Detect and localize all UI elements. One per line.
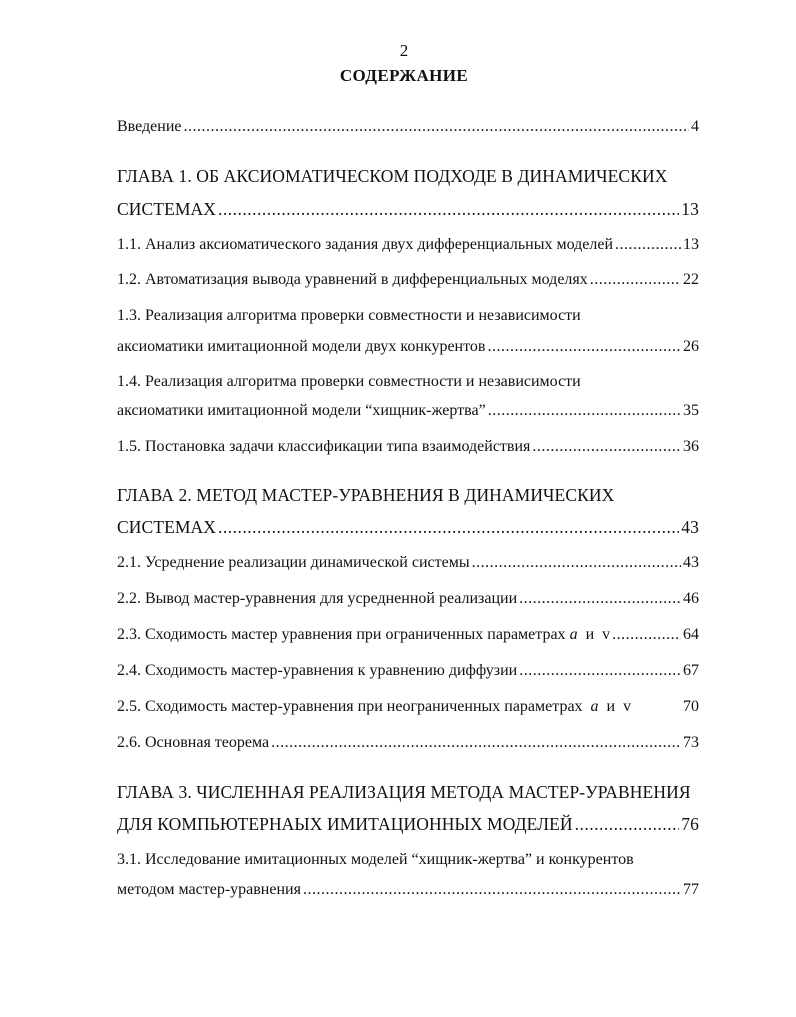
toc-entry-2-1[interactable] xyxy=(117,553,699,573)
dot-leader xyxy=(575,814,680,834)
dot-leader xyxy=(612,625,681,645)
toc-entry-2-3[interactable] xyxy=(117,625,699,645)
toc-entry-2-6[interactable] xyxy=(117,733,699,753)
toc-entry-label: 1.2. Автоматизация вывода уравнений в дифференциальных моделях xyxy=(117,271,588,288)
toc-chapter-3-title[interactable] xyxy=(117,782,699,802)
toc-page-number: 4 xyxy=(691,118,699,135)
toc-entry-2-5[interactable] xyxy=(117,697,699,717)
dot-leader xyxy=(519,661,681,681)
toc-entry-label: 1.1. Анализ аксиоматического задания двух дифференциальных моделей xyxy=(117,236,614,253)
toc-chapter-label: ГЛАВА 2. МЕТОД МАСТЕР-УРАВНЕНИЯ В ДИНАМИЧЕСКИХ xyxy=(117,485,615,505)
toc-page-number: 26 xyxy=(683,338,699,355)
dot-leader xyxy=(532,437,681,457)
toc-entry-label: аксиоматики имитационной модели “хищник-жертва” xyxy=(117,402,486,419)
toc-entry-label: 1.3. Реализация алгоритма проверки совместности и независимости xyxy=(117,307,581,324)
toc-page-number: 35 xyxy=(683,402,699,419)
toc-page-number: 46 xyxy=(683,590,699,607)
toc-entry-label: Введение xyxy=(117,118,182,135)
toc-entry-2-2[interactable] xyxy=(117,589,699,609)
toc-chapter-label: СИСТЕМАХ xyxy=(117,199,216,219)
dot-leader xyxy=(218,517,679,537)
toc-chapter-label: ГЛАВА 1. ОБ АКСИОМАТИЧЕСКОМ ПОДХОДЕ В ДИНАМИЧЕСКИХ xyxy=(117,166,668,186)
toc-entry-1-1[interactable] xyxy=(117,235,699,255)
toc-entry-label: 1.4. Реализация алгоритма проверки совместности и независимости xyxy=(117,373,581,390)
toc-page-number: 76 xyxy=(681,814,699,834)
toc-entry-1-4[interactable] xyxy=(117,372,699,392)
toc-chapter-label: ДЛЯ КОМПЬЮТЕРНАЫХ ИМИТАЦИОННЫХ МОДЕЛЕЙ xyxy=(117,814,573,834)
toc-page-number: 22 xyxy=(683,271,699,288)
toc-page-number: 13 xyxy=(683,236,699,253)
toc-page-number: 36 xyxy=(683,438,699,455)
toc-entry-2-4[interactable] xyxy=(117,661,699,681)
toc-chapter-1-title[interactable] xyxy=(117,166,699,186)
dot-leader xyxy=(590,270,681,290)
toc-entry-label: 3.1. Исследование имитационных моделей “хищник-жертва” и конкурентов xyxy=(117,851,634,868)
toc-chapter-label: ГЛАВА 3. ЧИСЛЕННАЯ РЕАЛИЗАЦИЯ МЕТОДА МАСТЕР-УРАВНЕНИЯ xyxy=(117,782,691,802)
toc-entry-label xyxy=(117,625,610,645)
dot-leader xyxy=(615,235,681,255)
toc-chapter-2-line2[interactable] xyxy=(117,517,699,537)
variable-a: a xyxy=(569,626,578,643)
toc-page-number: 67 xyxy=(683,662,699,679)
dot-leader xyxy=(303,880,681,900)
toc-entry-label: 1.5. Постановка задачи классификации типа взаимодействия xyxy=(117,438,531,455)
toc-entry-1-5[interactable] xyxy=(117,437,699,457)
toc-page-number: 73 xyxy=(683,734,699,751)
toc-chapter-1-line2[interactable] xyxy=(117,199,699,219)
variable-a: a xyxy=(590,698,599,715)
toc-chapter-label: СИСТЕМАХ xyxy=(117,517,216,537)
toc-entry-text: 2.5. Сходимость мастер-уравнения при неограниченных параметрах xyxy=(117,698,583,715)
conjunction: и xyxy=(606,698,616,715)
conjunction: и xyxy=(585,626,595,643)
dot-leader xyxy=(488,401,681,421)
toc-page-number: 43 xyxy=(681,517,699,537)
toc-page-number: 43 xyxy=(683,554,699,571)
dot-leader xyxy=(218,199,679,219)
toc-entry-label xyxy=(117,697,631,717)
dot-leader xyxy=(519,589,681,609)
toc-entry-1-3[interactable] xyxy=(117,306,699,326)
toc-entry-1-4-line2[interactable] xyxy=(117,401,699,421)
dot-leader xyxy=(184,117,690,137)
toc-page-number: 77 xyxy=(683,881,699,898)
toc-entry-3-1[interactable] xyxy=(117,850,699,870)
toc-entry-label: методом мастер-уравнения xyxy=(117,881,301,898)
toc-entry-label: 2.6. Основная теорема xyxy=(117,734,270,751)
toc-entry-text: 2.3. Сходимость мастер уравнения при ограниченных параметрах xyxy=(117,626,566,643)
toc-entry-label: 2.1. Усреднение реализации динамической системы xyxy=(117,554,470,571)
toc-chapter-2-title[interactable] xyxy=(117,485,699,505)
page-title: СОДЕРЖАНИЕ xyxy=(339,66,469,85)
toc-entry-label: аксиоматики имитационной модели двух конкурентов xyxy=(117,338,486,355)
toc-entry-1-3-line2[interactable] xyxy=(117,337,699,357)
toc-chapter-3-line2[interactable] xyxy=(117,814,699,834)
variable-v: v xyxy=(623,698,632,715)
toc-page-number: 64 xyxy=(683,626,699,643)
dot-leader xyxy=(487,337,681,357)
variable-v: v xyxy=(602,626,611,643)
toc-page-number: 13 xyxy=(681,199,699,219)
toc-entry-label: 2.2. Вывод мастер-уравнения для усредненной реализации xyxy=(117,590,518,607)
toc-entry-intro[interactable] xyxy=(117,117,699,137)
dot-leader xyxy=(472,553,681,573)
toc-entry-1-2[interactable] xyxy=(117,270,699,290)
toc-page-number: 70 xyxy=(683,698,699,715)
page-number: 2 xyxy=(399,41,409,60)
toc-entry-3-1-line2[interactable] xyxy=(117,880,699,900)
toc-entry-label: 2.4. Сходимость мастер-уравнения к уравнению диффузии xyxy=(117,662,518,679)
dot-leader xyxy=(271,733,681,753)
